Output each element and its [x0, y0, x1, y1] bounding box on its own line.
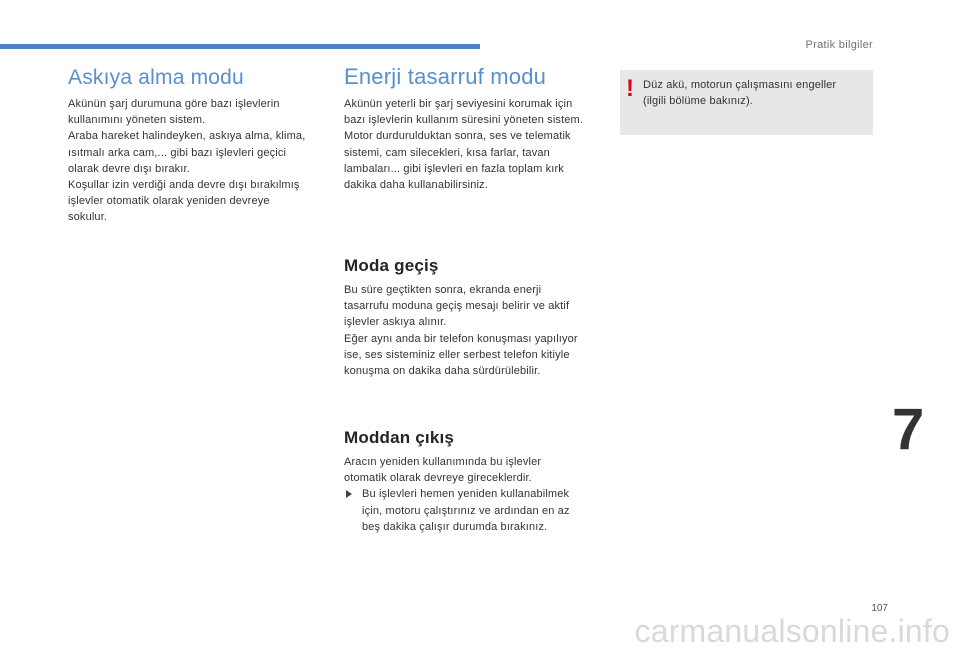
suspension-mode-paragraph [68, 96, 305, 226]
text-line: Aracın yeniden kullanımında bu işlevler [344, 456, 542, 468]
text-line: Akünün şarj durumuna göre bazı işlevlerin [68, 98, 280, 110]
text-line: bazı işlevlerin kullanım süresini yöneten sistem. [344, 114, 584, 127]
suspension-mode-heading: Askıya alma modu [68, 66, 244, 89]
text-line: tasarrufu moduna geçiş mesajı belirir ve aktif [344, 300, 570, 313]
mode-exit-paragraph [344, 454, 570, 535]
section-title: Pratik bilgiler [805, 39, 873, 51]
text-line: için, motoru çalıştırınız ve ardından en az [362, 504, 570, 517]
text-line: lambaları... gibi işlevleri en fazla toplam kırk [344, 162, 564, 175]
energy-mode-heading: Enerji tasarruf modu [344, 64, 547, 89]
text-line: Bu işlevleri hemen yeniden kullanabilmek [362, 488, 570, 501]
mode-exit-heading: Moddan çıkış [344, 428, 455, 447]
text-line: ısıtmalı arka cam,... gibi bazı işlevleri geçici [68, 146, 287, 159]
text-line: Bu süre geçtikten sonra, ekranda enerji [344, 284, 542, 296]
text-line: sistemi, cam silecekleri, kısa farlar, tavan [344, 146, 550, 159]
text-line: konuşma on dakika daha sürdürülebilir. [344, 365, 541, 378]
section-header-bar [0, 44, 480, 49]
text-line: Araba hareket halindeyken, askıya alma, klima, [68, 130, 306, 143]
chapter-number: 7 [892, 397, 925, 462]
page-number: 107 [871, 603, 888, 614]
text-line: sokulur. [68, 211, 108, 224]
text-line: Düz akü, motorun çalışmasını engeller [643, 79, 837, 91]
text-line: Akünün yeterli bir şarj seviyesini korumak için [344, 98, 573, 110]
warning-text [643, 77, 836, 109]
warning-exclamation-icon: ! [626, 75, 634, 102]
text-line: işlevler otomatik olarak yeniden devreye [68, 195, 270, 208]
text-line: Motor durdurulduktan sonra, ses ve telematik [344, 130, 571, 143]
text-line: Eğer aynı anda bir telefon konuşması yapılıyor [344, 332, 578, 345]
text-line: işlevler askıya alınır. [344, 316, 447, 329]
text-line: dakika daha kullanabilirsiniz. [344, 179, 488, 192]
text-line: beş dakika çalışır durumda bırakınız. [362, 520, 548, 533]
energy-mode-paragraph [344, 96, 583, 193]
warning-box [620, 70, 873, 135]
text-line: otomatik olarak devreye gireceklerdir. [344, 472, 532, 485]
watermark: carmanualsonline.info [634, 613, 950, 649]
text-line: Koşullar izin verdiği anda devre dışı bırakılmış [68, 179, 300, 192]
text-line: ise, ses sisteminiz eller serbest telefon kitiyle [344, 348, 570, 361]
text-line: kullanımını yöneten sistem. [68, 114, 206, 127]
text-line: (ilgili bölüme bakınız). [643, 95, 753, 108]
text-line: olarak devre dışı bırakır. [68, 162, 190, 175]
mode-switch-heading: Moda geçiş [344, 256, 439, 275]
bullet-item [344, 486, 570, 535]
mode-switch-paragraph [344, 282, 578, 379]
arrow-bullet-icon [346, 490, 352, 498]
